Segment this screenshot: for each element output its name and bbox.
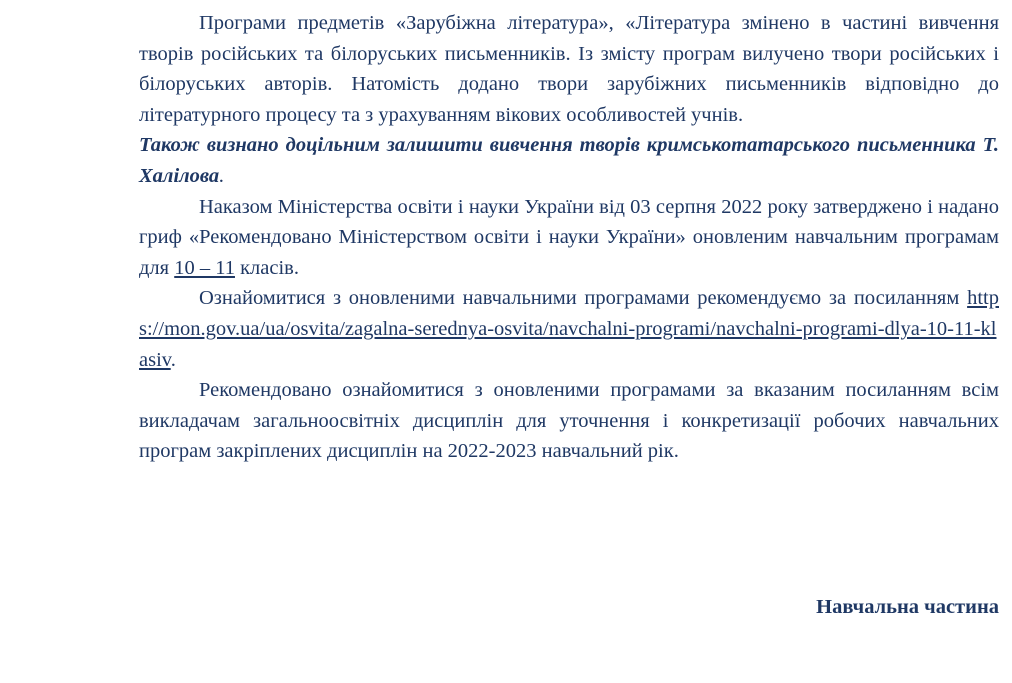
paragraph-programs-changes: Програми предметів «Зарубіжна література», «Література змінено в частині вивчення творів російських та білоруських письменників. Із змісту програм вилучено твори російських і білоруських авторів. Натомість додано твори зарубіжних письменників відповідно до літературного процесу та з урахуванням вікових особливостей учнів. (139, 12, 999, 126)
paragraph-link (139, 283, 999, 375)
grades-range: 10 – 11 (174, 256, 235, 279)
order-tail: класів. (234, 256, 299, 279)
link-tail: . (170, 348, 176, 371)
paragraph-recommendation: Рекомендовано ознайомитися з оновленими програмами за вказаним посиланням всім викладачам загальноосвітніх дисциплін для уточнення і конкретизації робочих навчальних програм закріплених дисциплін на 2022-2023 навчальний рік. (139, 379, 999, 463)
link-intro: Ознайомитися з оновленими навчальними програмами рекомендуємо за посиланням (199, 287, 968, 310)
paragraph-tail: . (219, 164, 225, 187)
paragraph-ministry-order (139, 192, 999, 284)
paragraph-crimean-tatar (139, 130, 999, 191)
programs-link[interactable]: https://mon.gov.ua/ua/osvita/zagalna-serednya-osvita/navchalni-programi/navchalni-programi-dlya-10-11-klasiv (139, 287, 999, 371)
signature: Навчальна частина (816, 596, 999, 618)
document-body (139, 8, 999, 467)
emphasis-text: Також визнано доцільним залишити вивчення творів кримськотатарського письменника Т. Халілова (139, 134, 999, 187)
order-text: Наказом Міністерства освіти і науки України від 03 серпня 2022 року затверджено і надано гриф «Рекомендовано Міністерством освіти і науки України» оновленим навчальним програмам для (139, 195, 999, 279)
